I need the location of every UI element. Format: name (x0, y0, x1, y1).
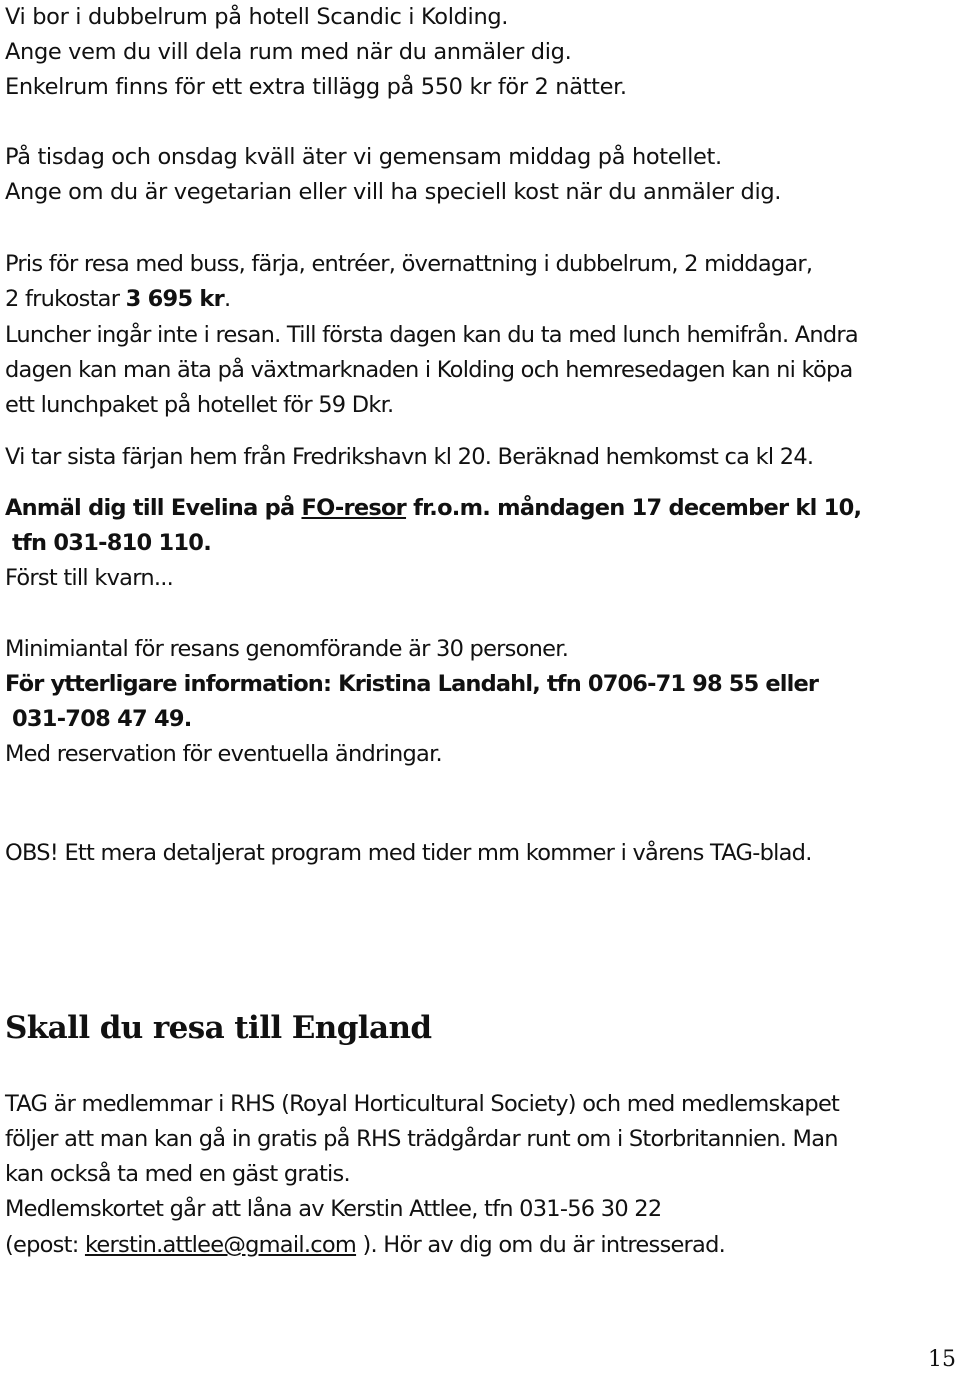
email-prefix: (epost: (5, 1232, 85, 1258)
fo-resor-link[interactable]: FO-resor (301, 495, 407, 521)
info-line-2: 031-708 47 49. (12, 706, 192, 732)
price-line-2-suffix: . (224, 286, 231, 312)
lunch-line-2: dagen kan man äta på växtmarknaden i Kolding och hemresedagen kan ni köpa (5, 357, 853, 383)
signup-phone: tfn 031-810 110. (12, 530, 212, 556)
email-line (5, 1230, 725, 1260)
price-amount: 3 695 kr (125, 286, 224, 312)
hotel-line-2: Ange vem du vill dela rum med när du anmäler dig. (5, 39, 572, 65)
dinner-line-1: På tisdag och onsdag kväll äter vi gemensam middag på hotellet. (5, 144, 722, 170)
page-number: 15 (928, 1347, 956, 1372)
reservation-line: Med reservation för eventuella ändringar. (5, 741, 442, 767)
rhs-line-1: TAG är medlemmar i RHS (Royal Horticultural Society) och med medlemskapet (5, 1091, 840, 1117)
hotel-line-1: Vi bor i dubbelrum på hotell Scandic i Kolding. (5, 4, 509, 30)
signup-suffix: fr.o.m. måndagen 17 december kl 10, (406, 495, 862, 521)
email-link[interactable]: kerstin.attlee@gmail.com (84, 1232, 357, 1258)
obs-line: OBS! Ett mera detaljerat program med tider mm kommer i vårens TAG-blad. (5, 840, 812, 866)
first-come-line: Först till kvarn... (5, 565, 174, 591)
price-line-2 (5, 284, 230, 314)
email-suffix: ). Hör av dig om du är intresserad. (356, 1232, 726, 1258)
rhs-line-2: följer att man kan gå in gratis på RHS trädgårdar runt om i Storbritannien. Man (5, 1126, 838, 1152)
signup-line (5, 493, 861, 523)
minimum-line: Minimiantal för resans genomförande är 30 personer. (5, 636, 569, 662)
hotel-line-3: Enkelrum finns för ett extra tillägg på 550 kr för 2 nätter. (5, 74, 627, 100)
ferry-line: Vi tar sista färjan hem från Fredrikshavn kl 20. Beräknad hemkomst ca kl 24. (5, 444, 814, 470)
info-line-1: För ytterligare information: Kristina Landahl, tfn 0706-71 98 55 eller (5, 671, 819, 697)
dinner-line-2: Ange om du är vegetarian eller vill ha speciell kost när du anmäler dig. (5, 179, 782, 205)
rhs-line-3: kan också ta med en gäst gratis. (5, 1161, 350, 1187)
rhs-line-4: Medlemskortet går att låna av Kerstin Attlee, tfn 031-56 30 22 (5, 1196, 662, 1222)
price-line-2-prefix: 2 frukostar (5, 286, 126, 312)
price-line-1: Pris för resa med buss, färja, entréer, övernattning i dubbelrum, 2 middagar, (5, 251, 813, 277)
lunch-line-1: Luncher ingår inte i resan. Till första dagen kan du ta med lunch hemifrån. Andra (5, 322, 858, 348)
england-heading: Skall du resa till England (5, 1010, 432, 1046)
lunch-line-3: ett lunchpaket på hotellet för 59 Dkr. (5, 392, 394, 418)
signup-prefix: Anmäl dig till Evelina på (5, 495, 302, 521)
